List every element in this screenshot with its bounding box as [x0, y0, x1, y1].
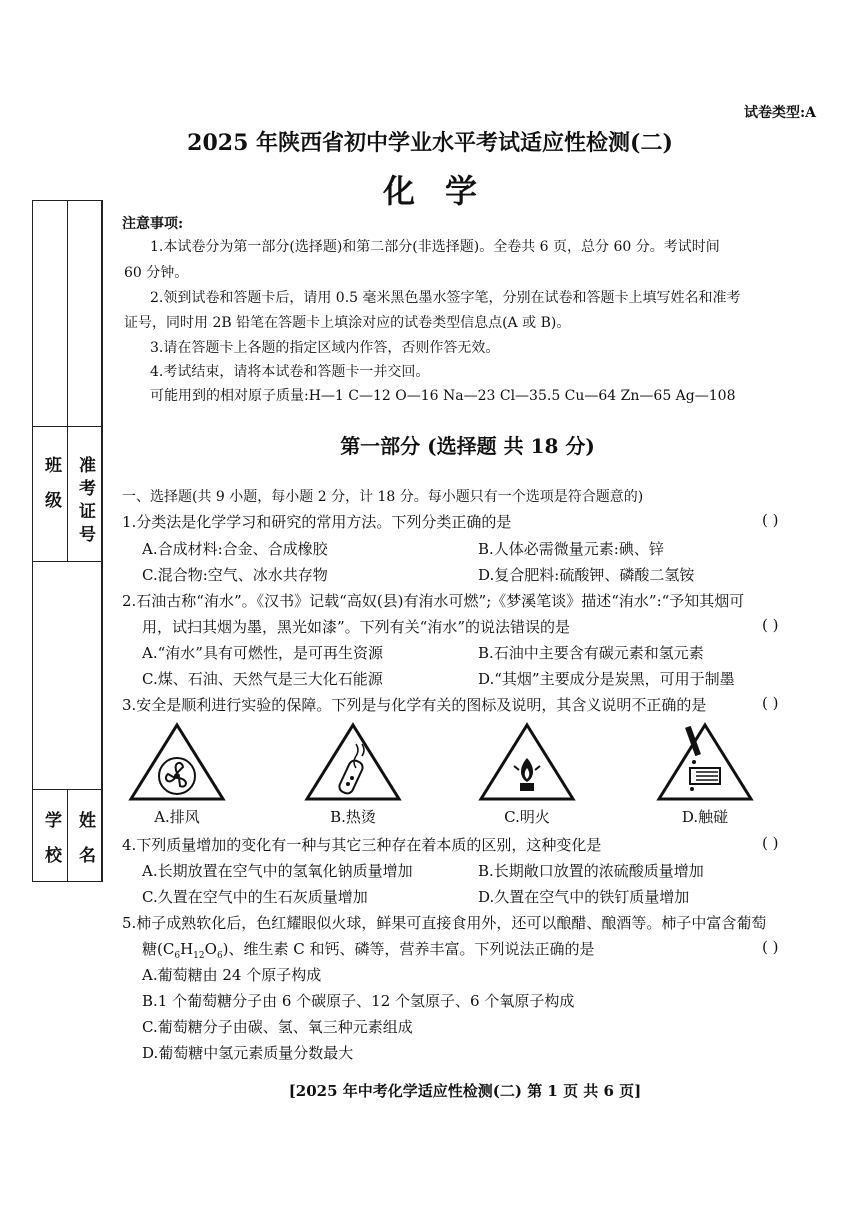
question-2-stem-line-2: 用，试扫其烟为墨，黑光如漆”。下列有关“洧水”的说法错误的是 [142, 618, 571, 636]
subject-title: 化学 [382, 172, 507, 210]
exam-title: 2025 年陕西省初中学业水平考试适应性检测(二) [187, 130, 673, 156]
question-5-stem-pre: 糖( [142, 940, 163, 958]
question-4-option-a: A.长期放置在空气中的氢氧化钠质量增加 [142, 862, 413, 880]
question-1-option-d: D.复合肥料:硫酸钾、磷酸二氢铵 [478, 566, 695, 584]
question-4-answer-paren: ( ) [762, 834, 779, 852]
question-1-option-c: C.混合物:空气、冰水共存物 [142, 566, 328, 584]
question-3-option-d: D.触碰 [681, 808, 729, 826]
school-label: 学 校 [41, 811, 61, 869]
question-2-option-c: C.煤、石油、天然气是三大化石能源 [142, 670, 383, 688]
question-3-option-b: B.热烫 [330, 808, 376, 826]
question-4-stem: 4.下列质量增加的变化有一种与其它三种存在着本质的区别，这种变化是 [122, 836, 602, 854]
class-label: 班 级 [41, 456, 61, 514]
name-label: 姓 名 [75, 811, 95, 869]
question-5-stem-line-2 [142, 938, 595, 961]
part-one-title: 第一部分 (选择题 共 18 分) [340, 434, 595, 458]
question-2-answer-paren: ( ) [762, 616, 779, 634]
question-1-option-a: A.合成材料:合金、合成橡胶 [142, 540, 328, 558]
notice-item-2-line-1: 2.领到试卷和答题卡后，请用 0.5 毫米黑色墨水签字笔，分别在试卷和答题卡上填写姓名和准考 [150, 290, 741, 306]
notice-item-4: 4.考试结束，请将本试卷和答题卡一并交回。 [150, 364, 430, 380]
exam-number-label: 准考证号 [75, 456, 95, 548]
binding-strip [32, 200, 103, 882]
notice-item-3: 3.请在答题卡上各题的指定区域内作答，否则作答无效。 [150, 340, 500, 356]
question-5-stem-post: )、维生素 C 和钙、磷等，营养丰富。下列说法正确的是 [222, 940, 595, 958]
question-5-stem-line-1: 5.柿子成熟软化后，色红耀眼似火球，鲜果可直接食用外，还可以酿醋、酿酒等。柿子中富含葡萄 [122, 914, 767, 932]
page-footer: [2025 年中考化学适应性检测(二) 第 1 页 共 6 页] [288, 1082, 642, 1100]
question-2-option-d: D.“其烟”主要成分是炭黑，可用于制墨 [478, 670, 735, 688]
question-2-option-b: B.石油中主要含有碳元素和氢元素 [478, 644, 704, 662]
open-flame-icon [478, 722, 576, 802]
notice-item-2-line-2: 证号，同时用 2B 铅笔在答题卡上填涂对应的试卷类型信息点(A 或 B)。 [124, 315, 571, 331]
question-3-option-a: A.排风 [154, 808, 200, 826]
notice-title: 注意事项: [122, 216, 184, 232]
paper-type: 试卷类型:A [743, 105, 816, 121]
question-5-answer-paren: ( ) [762, 938, 779, 956]
notice-item-1-line-2: 60 分钟。 [124, 265, 189, 281]
question-4-option-d: D.久置在空气中的铁钉质量增加 [478, 888, 690, 906]
fan-icon [128, 722, 226, 802]
corrosive-hand-icon [656, 722, 754, 802]
question-3-answer-paren: ( ) [762, 694, 779, 712]
question-2-option-a: A.“洧水”具有可燃性，是可再生资源 [142, 644, 383, 662]
glucose-formula: $C_6H_{12}O_6$ [162, 940, 223, 961]
question-5-option-b: B.1 个葡萄糖分子由 6 个碳原子、12 个氢原子、6 个氧原子构成 [142, 992, 575, 1010]
hot-test-tube-icon [304, 722, 402, 802]
question-1-answer-paren: ( ) [762, 511, 779, 529]
question-1-stem: 1.分类法是化学学习和研究的常用方法。下列分类正确的是 [122, 513, 512, 531]
section-heading: 一、选择题(共 9 小题，每小题 2 分，计 18 分。每小题只有一个选项是符合题意的) [122, 489, 644, 505]
notice-item-1-line-1: 1.本试卷分为第一部分(选择题)和第二部分(非选择题)。全卷共 6 页，总分 60 分。考试时间 [150, 239, 720, 255]
question-2-stem-line-1: 2.石油古称“洧水”。《汉书》记载“高奴(县)有洧水可燃”;《梦溪笔谈》描述“洧水”:“予知其烟可 [122, 592, 745, 610]
question-4-option-c: C.久置在空气中的生石灰质量增加 [142, 888, 368, 906]
atomic-masses: 可能用到的相对原子质量:H—1 C—12 O—16 Na—23 Cl—35.5 Cu—64 Zn—65 Ag—108 [150, 388, 736, 404]
question-1-option-b: B.人体必需微量元素:碘、锌 [478, 540, 664, 558]
question-5-option-c: C.葡萄糖分子由碳、氢、氧三种元素组成 [142, 1018, 413, 1036]
question-4-option-b: B.长期敞口放置的浓硫酸质量增加 [478, 862, 704, 880]
question-3-stem: 3.安全是顺利进行实验的保障。下列是与化学有关的图标及说明，其含义说明不正确的是 [122, 696, 707, 714]
question-3-option-c: C.明火 [504, 808, 550, 826]
question-5-option-a: A.葡萄糖由 24 个原子构成 [142, 966, 322, 984]
question-5-option-d: D.葡萄糖中氢元素质量分数最大 [142, 1044, 354, 1062]
